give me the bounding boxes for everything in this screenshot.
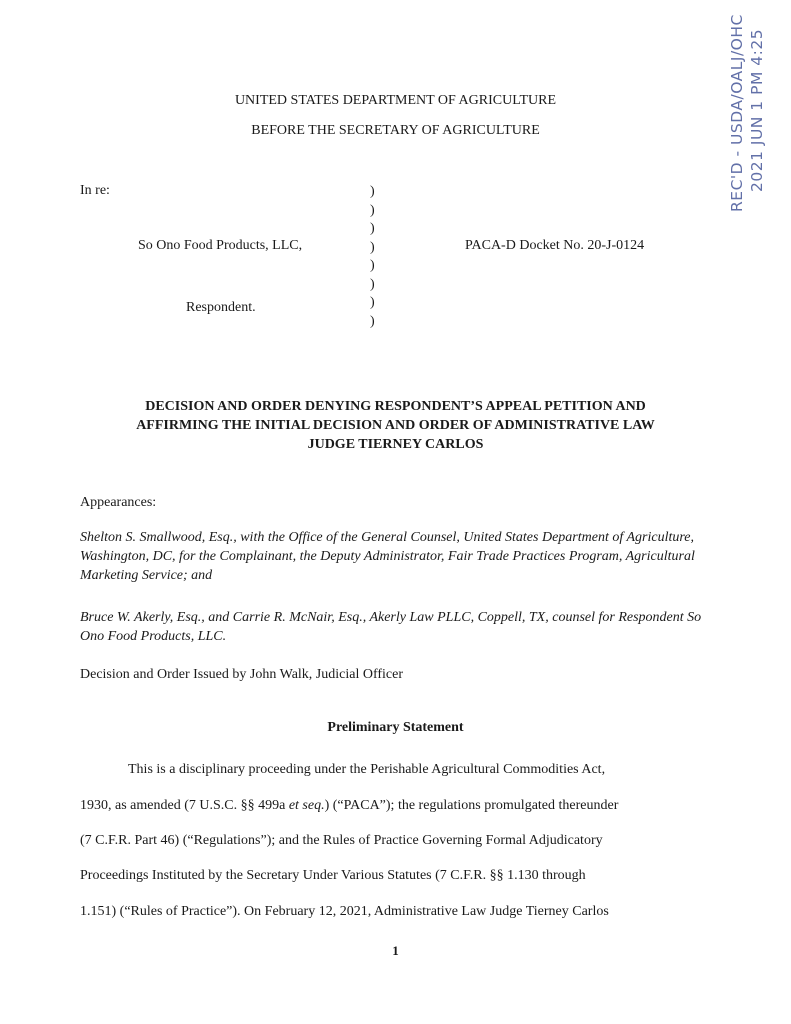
paren: ) [370, 295, 375, 310]
body-line-4: Proceedings Instituted by the Secretary Under Various Statutes (7 C.F.R. §§ 1.130 through [80, 868, 586, 883]
paren: ) [370, 276, 375, 292]
complainant-counsel: Shelton S. Smallwood, Esq., with the Office of the General Counsel, United States Department of Agriculture, Washington, DC, for the Complainant, the Deputy Administrator, Fair Trade Practices Program, Agricultural Marketing Service; and [80, 530, 695, 583]
paren: ) [370, 258, 375, 273]
caption-parentheses [370, 183, 375, 331]
body-line-5: 1.151) (“Rules of Practice”). On February 12, 2021, Administrative Law Judge Tierney Carlos [80, 904, 609, 919]
docket-number: PACA-D Docket No. 20-J-0124 [465, 238, 645, 253]
paren: ) [370, 202, 375, 218]
caption-role: Respondent. [186, 300, 256, 315]
paren: ) [370, 184, 375, 199]
caption-party: So Ono Food Products, LLC, [138, 238, 303, 253]
body-line-2 [80, 798, 720, 814]
body-text-italic: et seq. [288, 798, 325, 813]
decision-title [0, 397, 791, 454]
paren: ) [370, 221, 375, 236]
paren: ) [370, 239, 375, 255]
agency-header: UNITED STATES DEPARTMENT OF AGRICULTURE [234, 93, 557, 108]
caption-in-re: In re: [80, 183, 110, 198]
decision-title-line: DECISION AND ORDER DENYING RESPONDENT’S APPEAL PETITION AND [145, 399, 646, 414]
section-heading: Preliminary Statement [327, 720, 464, 735]
stamp-line-1: REC'D - USDA/OALJ/OHC [728, 14, 746, 212]
page-number: 1 [392, 943, 399, 958]
decision-title-line: JUDGE TIERNEY CARLOS [307, 437, 484, 452]
tribunal-header: BEFORE THE SECRETARY OF AGRICULTURE [251, 123, 540, 138]
respondent-counsel: Bruce W. Akerly, Esq., and Carrie R. McNair, Esq., Akerly Law PLLC, Coppell, TX, counsel for Respondent So Ono Food Products, LLC. [80, 610, 702, 644]
issued-by: Decision and Order Issued by John Walk, Judicial Officer [80, 667, 403, 682]
body-text: 1930, as amended (7 U.S.C. §§ 499a [80, 798, 289, 813]
body-line-1: This is a disciplinary proceeding under the Perishable Agricultural Commodities Act, [128, 762, 606, 777]
paren: ) [370, 313, 375, 329]
received-stamp [700, 14, 770, 214]
decision-title-line: AFFIRMING THE INITIAL DECISION AND ORDER OF ADMINISTRATIVE LAW [136, 418, 655, 433]
stamp-line-2: 2021 JUN 1 PM 4:25 [748, 28, 766, 192]
body-line-3: (7 C.F.R. Part 46) (“Regulations”); and the Rules of Practice Governing Formal Adjudicatory [80, 833, 603, 848]
appearances-label: Appearances: [80, 495, 157, 510]
body-text: ) (“PACA”); the regulations promulgated thereunder [324, 798, 619, 813]
